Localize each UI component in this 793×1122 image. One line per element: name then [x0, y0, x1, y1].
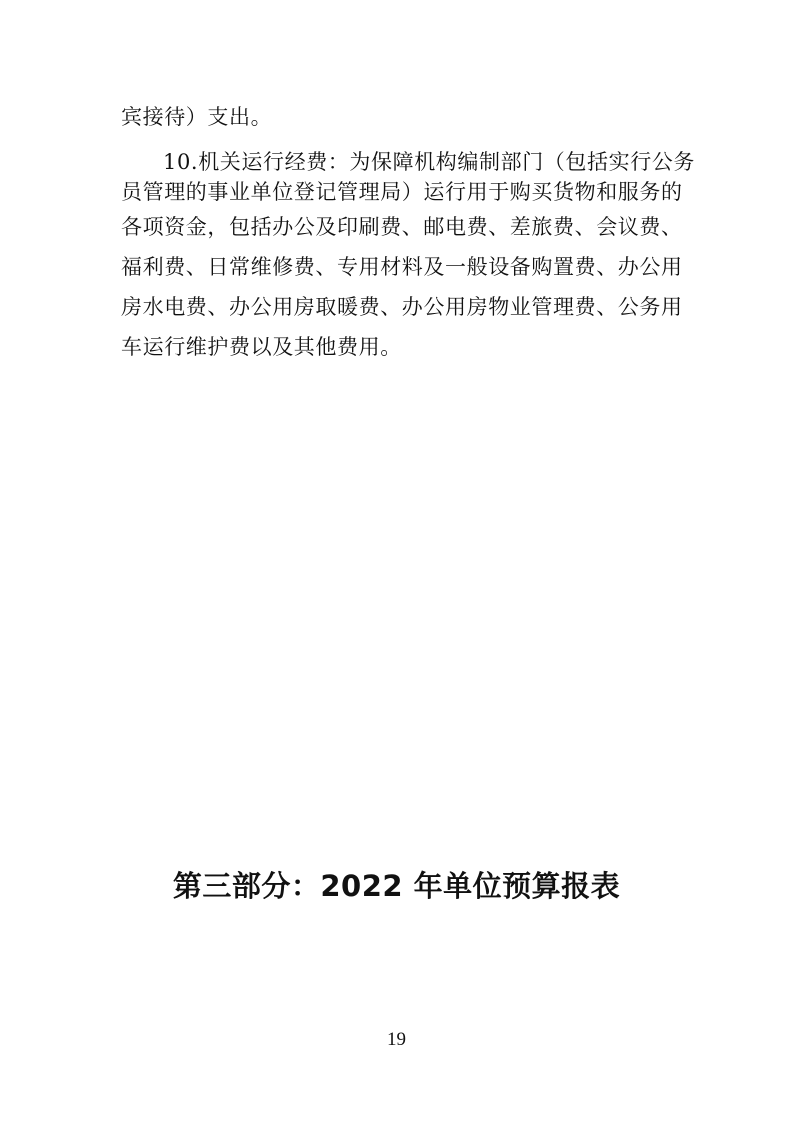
- paragraph-item-10-line-3: 各项资金，包括办公及印刷费、邮电费、差旅费、会议费、: [121, 215, 683, 239]
- paragraph-continuation-line: 宾接待）支出。: [121, 105, 273, 129]
- paragraph-item-10-line-1: 10.机关运行经费：为保障机构编制部门（包括实行公务: [163, 150, 695, 174]
- paragraph-item-10-line-6: 车运行维护费以及其他费用。: [121, 335, 402, 359]
- section-title: 第三部分：2022 年单位预算报表: [172, 869, 621, 903]
- paragraph-item-10-line-2: 员管理的事业单位登记管理局）运行用于购买货物和服务的: [121, 180, 683, 204]
- paragraph-item-10-line-4: 福利费、日常维修费、专用材料及一般设备购置费、办公用: [121, 255, 683, 279]
- page-number: 19: [387, 1029, 406, 1050]
- paragraph-item-10-line-5: 房水电费、办公用房取暖费、办公用房物业管理费、公务用: [121, 295, 683, 319]
